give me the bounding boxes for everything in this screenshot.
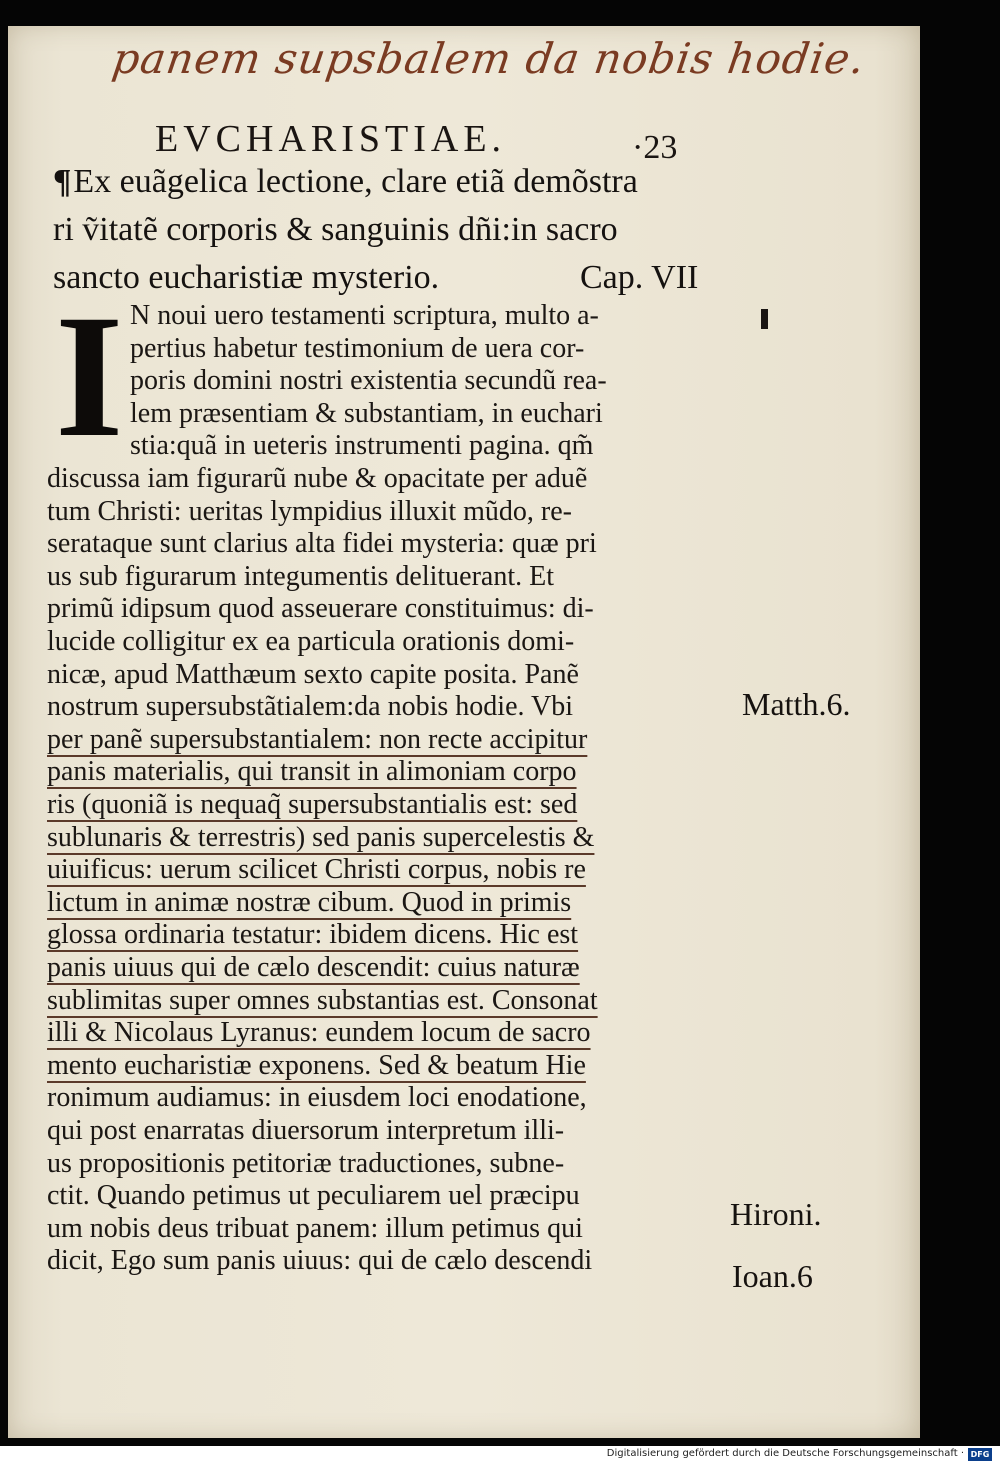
- body-line: dicit, Ego sum panis uiuus: qui de cælo descendi: [47, 1245, 593, 1277]
- body-line: lem præsentiam & substantiam, in euchari: [130, 397, 603, 429]
- body-line: us sub figurarum integumentis delituerant. Et: [47, 560, 555, 592]
- chapter-number: Cap. VII: [580, 259, 699, 296]
- pilcrow-icon: ¶: [53, 163, 72, 200]
- body-line: lucide colligitur ex ea particula orationis domi-: [47, 626, 575, 657]
- body-line: mento eucharistiæ exponens. Sed & beatum Hie: [47, 1049, 586, 1081]
- body-line: pertius habetur testimonium de uera cor-: [130, 332, 585, 364]
- body-line: panis materialis, qui transit in alimoniam corpo: [47, 756, 577, 788]
- margin-note-matthew: Matth.6.: [742, 686, 851, 722]
- body-line: sublunaris & terrestris) sed panis supercelestis &: [47, 821, 595, 853]
- margin-note-john: Ioan.6: [732, 1258, 813, 1294]
- body-line: panis uiuus qui de cælo descendit: cuius naturæ: [47, 952, 580, 983]
- body-line: serataque sunt clarius alta fidei mysteria: quæ pri: [47, 528, 597, 560]
- page-number: ·23: [632, 129, 678, 166]
- chapter-heading-line-3: [53, 256, 743, 300]
- body-line: nicæ, apud Matthæum sexto capite posita. Panẽ: [47, 658, 579, 690]
- body-line: N noui uero testamenti scriptura, multo a-: [130, 300, 599, 331]
- body-line: um nobis deus tribuat panem: illum petimus qui: [47, 1212, 583, 1244]
- body-line: us propositionis petitoriæ traductiones, subne-: [47, 1147, 565, 1179]
- decorated-initial: I: [55, 279, 124, 474]
- body-line: sublimitas super omnes substantias est. Consonat: [47, 984, 598, 1016]
- body-line: ris (quoniã is nequaq̃ supersubstantialis est: sed: [47, 789, 578, 820]
- chapter-heading-line-2: ri ṽitatẽ corporis & sanguinis dñi:in sacro: [53, 211, 618, 248]
- body-line: illi & Nicolaus Lyranus: eundem locum de sacro: [47, 1017, 591, 1049]
- body-line: qui post enarratas diuersorum interpretum illi-: [47, 1115, 565, 1146]
- handwritten-annotation: panem supsbalem da nobis hodie.: [109, 34, 869, 83]
- margin-mark: [761, 309, 768, 329]
- body-line: glossa ordinaria testatur: ibidem dicens. Hic est: [47, 919, 579, 951]
- body-line: nostrum supersubstãtialem:da nobis hodie. Vbi: [47, 691, 573, 723]
- body-line: primũ idipsum quod asseuerare constituimus: di-: [47, 593, 594, 625]
- body-line: per panẽ supersubstantialem: non recte accipitur: [47, 723, 588, 755]
- chapter-heading-line-1: [53, 160, 743, 204]
- body-line: tum Christi: ueritas lympidius illuxit mũdo, re-: [47, 495, 572, 527]
- chapter-heading-text-1: Ex euãgelica lectione, clare etiã demõstra: [73, 163, 638, 200]
- dfg-logo: DFG: [968, 1448, 992, 1461]
- body-line: stia:quã in ueteris instrumenti pagina. qm̃: [130, 430, 594, 462]
- chapter-heading-text-3: sancto eucharistiæ mysterio.: [53, 259, 440, 296]
- margin-note-hieronymus: Hironi.: [730, 1196, 822, 1232]
- body-line: ronimum audiamus: in eiusdem loci enodatione,: [47, 1082, 587, 1114]
- running-head: EVCHARISTIAE.: [155, 118, 507, 160]
- body-line: lictum in animæ nostræ cibum. Quod in primis: [47, 886, 572, 918]
- footer-credit: Digitalisierung gefördert durch die Deutsche Forschungsgemeinschaft ·: [606, 1448, 964, 1459]
- body-line: ctit. Quando petimus ut peculiarem uel præcipu: [47, 1180, 580, 1212]
- body-line: uiuificus: uerum scilicet Christi corpus, nobis re: [47, 854, 586, 886]
- body-line: poris domini nostri existentia secundũ rea-: [130, 365, 607, 397]
- body-line: discussa iam figurarũ nube & opacitate per aduẽ: [47, 463, 588, 494]
